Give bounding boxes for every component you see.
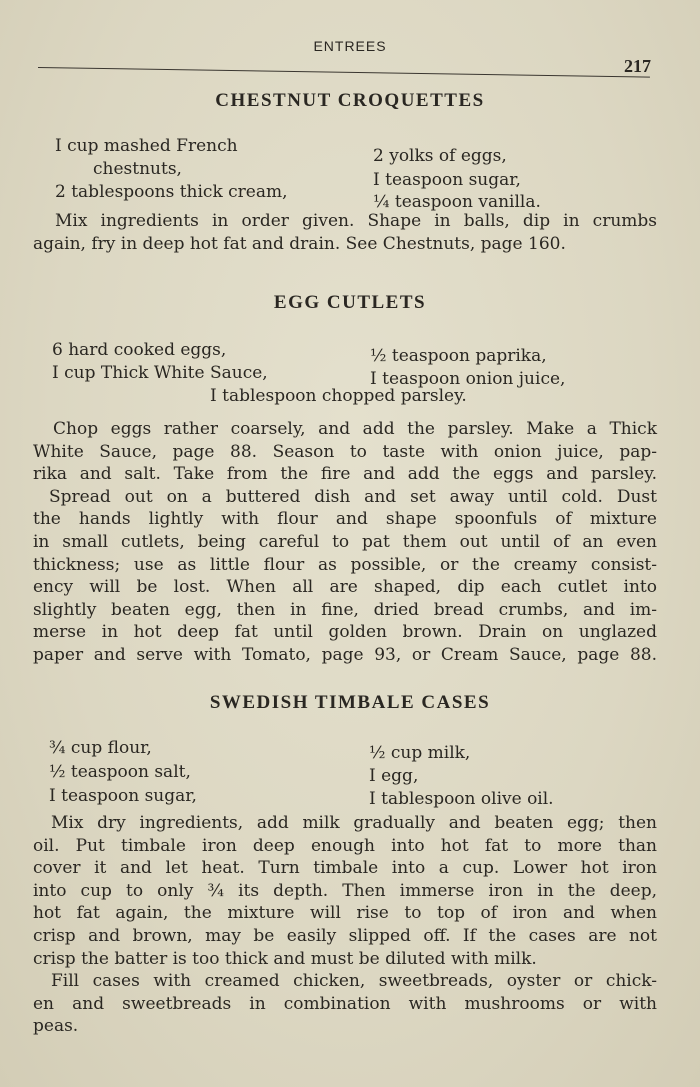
recipe-directions [33,812,657,1038]
text-line: en and sweetbreads in combination with mushrooms or with [33,993,657,1014]
text-line: thickness; use as little flour as possible, or the creamy consist- [33,554,657,575]
ingredient-left: ½ teaspoon salt, [49,762,191,782]
text-line: crisp and brown, may be easily slipped off. If the cases are not [33,925,657,946]
text-line: paper and serve with Tomato, page 93, or Cream Sauce, page 88. [33,644,657,665]
header-rule [38,67,650,78]
ingredient-center: I tablespoon chopped parsley. [210,386,467,406]
section-title-chestnut-croquettes: CHESTNUT CROQUETTES [215,90,485,111]
page-number: 217 [624,56,651,76]
text-line: slightly beaten egg, then in fine, dried bread crumbs, and im- [33,599,657,620]
text-line: again, fry in deep hot fat and drain. See Chestnuts, page 160. [33,233,566,254]
text-line: oil. Put timbale iron deep enough into hot fat to more than [33,835,657,856]
text-line: cover it and let heat. Turn timbale into a cup. Lower hot iron [33,858,657,879]
text-line: into cup to only ¾ its depth. Then immerse iron in the deep, [33,880,657,901]
text-line: rika and salt. Take from the fire and add the eggs and parsley. [33,464,657,485]
text-line: hot fat again, the mixture will rise to top of iron and when [33,903,657,924]
recipe-directions [33,418,657,667]
ingredient-right: I tablespoon olive oil. [369,789,554,809]
running-head: ENTREES [313,38,387,54]
text-line: White Sauce, page 88. Season to taste with onion juice, pap- [33,441,657,462]
ingredient-left: 6 hard cooked eggs, [52,340,227,360]
ingredient-left: 2 tablespoons thick cream, [55,182,288,202]
text-line: ency will be lost. When all are shaped, dip each cutlet into [33,577,657,598]
text-line: crisp the batter is too thick and must be diluted with milk. [33,948,537,969]
text-line: Mix dry ingredients, add milk gradually and beaten egg; then [51,813,657,833]
text-line: Spread out on a buttered dish and set away until cold. Dust [49,486,657,507]
ingredient-right: ½ cup milk, [369,743,471,763]
text-line: in small cutlets, being careful to pat them out until of an even [33,531,657,552]
text-line: Fill cases with creamed chicken, sweetbreads, oyster or chick- [51,971,657,992]
ingredient-right: ¼ teaspoon vanilla. [373,192,541,212]
ingredient-right: I teaspoon onion juice, [370,369,566,389]
ingredient-left: ¾ cup flour, [49,738,152,758]
ingredient-right: I egg, [369,766,419,786]
ingredient-left: chestnuts, [93,159,182,179]
ingredient-right: 2 yolks of eggs, [373,146,507,166]
text-line: Mix ingredients in order given. Shape in balls, dip in crumbs [55,211,657,231]
ingredient-left: I teaspoon sugar, [49,786,197,806]
text-line: the hands lightly with flour and shape spoonfuls of mixture [33,509,657,530]
ingredient-right: ½ teaspoon paprika, [370,346,547,366]
section-title-egg-cutlets: EGG CUTLETS [273,292,427,313]
ingredient-left: I cup mashed French [55,136,238,156]
text-line: merse in hot deep fat until golden brown. Drain on unglazed [33,622,657,643]
text-line: peas. [33,1016,79,1037]
recipe-directions [33,210,657,255]
ingredient-right: I teaspoon sugar, [373,170,521,190]
section-title-swedish-timbale-cases: SWEDISH TIMBALE CASES [209,692,491,713]
text-line: Chop eggs rather coarsely, and add the parsley. Make a Thick [53,419,657,439]
ingredient-left: I cup Thick White Sauce, [52,363,268,383]
